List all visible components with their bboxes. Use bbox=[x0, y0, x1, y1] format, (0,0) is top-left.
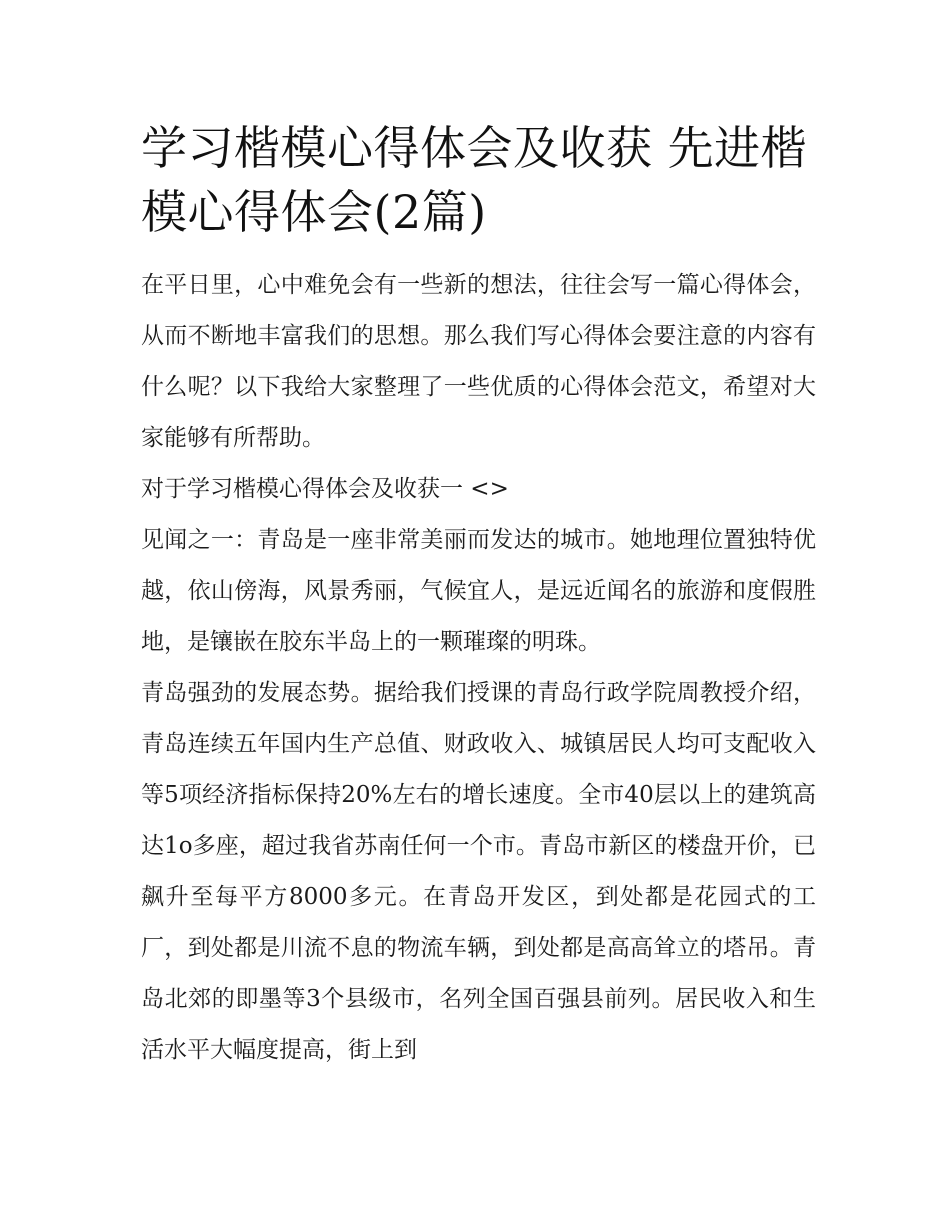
intro-paragraph: 在平日里，心中难免会有一些新的想法，往往会写一篇心得体会，从而不断地丰富我们的思想。那么我们写心得体会要注意的内容有什么呢？以下我给大家整理了一些优质的心得体会范文，希望对大家能够有所帮助。 bbox=[141, 272, 816, 451]
section-heading: 对于学习楷模心得体会及收获一 <> bbox=[141, 476, 509, 502]
body-paragraph: 青岛强劲的发展态势。据给我们授课的青岛行政学院周教授介绍，青岛连续五年国内生产总值、财政收入、城镇居民人均可支配收入等5项经济指标保持20%左右的增长速度。全市40层以上的建筑高达1o多座，超过我省苏南任何一个市。青岛市新区的楼盘开价，已飙升至每平方8000多元。在青岛开发区，到处都是花园式的工厂，到处都是川流不息的物流车辆，到处都是高高耸立的塔吊。青岛北郊的即墨等3个县级市，名列全国百强县前列。居民收入和生活水平大幅度提高，街上到 bbox=[141, 680, 816, 1063]
body-paragraph: 见闻之一：青岛是一座非常美丽而发达的城市。她地理位置独特优越，依山傍海，风景秀丽，气候宜人，是远近闻名的旅游和度假胜地，是镶嵌在胶东半岛上的一颗璀璨的明珠。 bbox=[141, 527, 816, 655]
document-body bbox=[141, 116, 816, 1076]
document-title: 学习楷模心得体会及收获 先进楷模心得体会(2篇) bbox=[141, 121, 808, 239]
